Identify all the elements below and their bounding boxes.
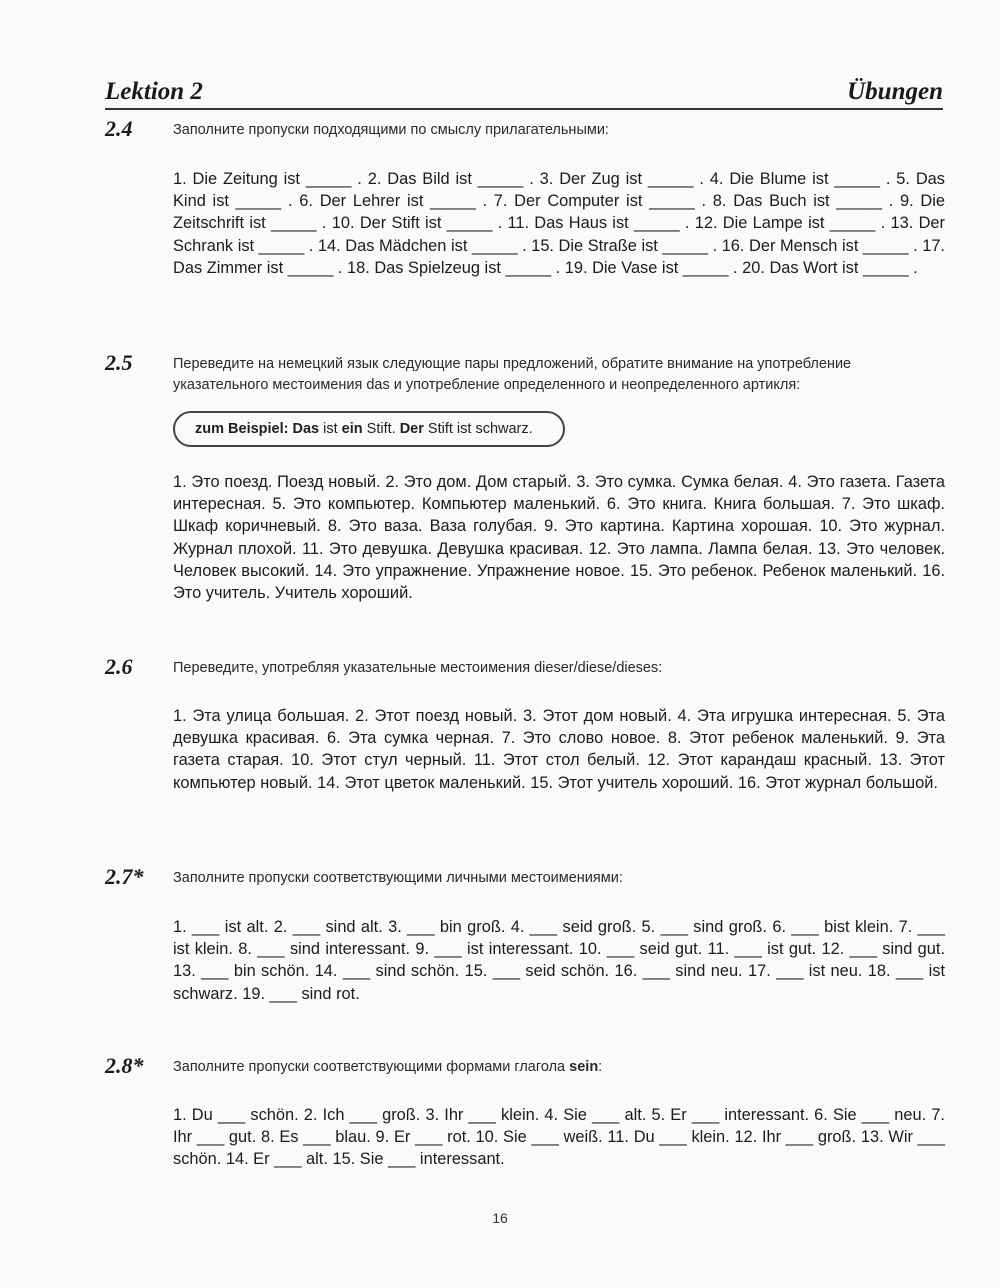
exercise-instruction: Переведите на немецкий язык следующие пары предложений, обратите внимание на употребление указательного местоимения das и употребление определенного и неопределенного артикля:	[173, 356, 852, 393]
instruction-punct: :	[598, 1059, 603, 1075]
example-label: zum Beispiel	[195, 421, 284, 437]
exercise-number: 2.8*	[105, 1053, 144, 1078]
exercise-number: 2.5	[105, 350, 133, 375]
page-number: 16	[492, 1210, 508, 1226]
exercise-number: 2.6	[105, 654, 133, 679]
section-title: Übungen	[847, 78, 943, 105]
exercise-number: 2.7*	[105, 864, 144, 889]
exercise-instruction: Заполните пропуски подходящими по смыслу прилагательными:	[173, 122, 609, 138]
instruction-keyword: sein	[569, 1059, 599, 1075]
example-colon: :	[283, 421, 293, 437]
page-header	[105, 72, 943, 110]
exercise-number: 2.4	[105, 116, 133, 141]
lesson-title: Lektion 2	[105, 78, 203, 105]
exercise-instruction	[173, 1057, 945, 1078]
exercise-text: 1. Die Zeitung ist _____ . 2. Das Bild ist _____ . 3. Der Zug ist _____ . 4. Die Blume ist _____ . 5. Das Kind ist _____ . 6. Der Lehrer ist _____ . 7. Der Computer ist _____ . 8. Das Buch ist _____ . 9. Die Zeitschrift ist _____ . 10. Der Stift ist _____ . 11. Das Haus ist _____ . 12. Die Lampe ist _____ . 13. Der Schrank ist _____ . 14. Das Mädchen ist _____ . 15. Die Straße ist _____ . 16. Der Mensch ist _____ . 17. Das Zimmer ist _____ . 18. Das Spielzeug ist _____ . 19. Die Vase ist _____ . 20. Das Wort ist _____ .	[173, 170, 945, 277]
exercise-text: 1. Это поезд. Поезд новый. 2. Это дом. Дом старый. 3. Это сумка. Сумка белая. 4. Это газета. Газета интересная. 5. Это компьютер. Компьютер маленький. 6. Это книга. Книга большая. 7. Это шкаф. Шкаф коричневый. 8. Это ваза. Ваза голубая. 9. Это картина. Картина хорошая. 10. Это журнал. Журнал плохой. 11. Это девушка. Девушка красивая. 12. Это лампа. Лампа белая. 13. Это человек. Человек высокий. 14. Это упражнение. Упражнение новое. 15. Это ребенок. Ребенок маленький. 16. Это учитель. Учитель хороший.	[173, 473, 945, 603]
example-word: Der	[399, 421, 424, 437]
example-text: ist	[319, 421, 342, 437]
exercise-instruction: Переведите, употребляя указательные местоимения dieser/diese/dieses:	[173, 660, 663, 676]
example-word: Das	[292, 421, 320, 437]
exercise-text: 1. ___ ist alt. 2. ___ sind alt. 3. ___ bin groß. 4. ___ seid groß. 5. ___ sind groß. 6. ___ bist klein. 7. ___ ist klein. 8. ___ sind interessant. 9. ___ ist interessant. 10. ___ seid gut. 11. ___ ist gut. 12. ___ sind gut. 13. ___ bin schön. 14. ___ sind schön. 15. ___ seid schön. 16. ___ sind neu. 17. ___ ist neu. 18. ___ ist schwarz. 19. ___ sind rot.	[173, 918, 945, 1003]
example-word: ein	[341, 421, 363, 437]
instruction-text: Заполните пропуски соответствующими формами глагола	[173, 1059, 570, 1075]
exercise-text: 1. Du ___ schön. 2. Ich ___ groß. 3. Ihr ___ klein. 4. Sie ___ alt. 5. Er ___ interessant. 6. Sie ___ neu. 7. Ihr ___ gut. 8. Es ___ blau. 9. Er ___ rot. 10. Sie ___ weiß. 11. Du ___ klein. 12. Ihr ___ groß. 13. Wir ___ schön. 14. Er ___ alt. 15. Sie ___ interessant.	[173, 1106, 945, 1169]
example-box	[173, 411, 565, 447]
example-text: Stift.	[362, 421, 400, 437]
exercise-text: 1. Эта улица большая. 2. Этот поезд новый. 3. Этот дом новый. 4. Эта игрушка интересная. 5. Эта девушка красивая. 6. Эта сумка черная. 7. Это слово новое. 8. Этот ребенок маленький. 9. Эта газета старая. 10. Этот стул черный. 11. Этот стол белый. 12. Этот карандаш красный. 13. Этот компьютер новый. 14. Этот цветок маленький. 15. Этот учитель хороший. 16. Этот журнал большой.	[173, 707, 945, 792]
exercise-instruction: Заполните пропуски соответствующими личными местоимениями:	[173, 870, 623, 886]
example-text: Stift ist schwarz.	[423, 421, 533, 437]
